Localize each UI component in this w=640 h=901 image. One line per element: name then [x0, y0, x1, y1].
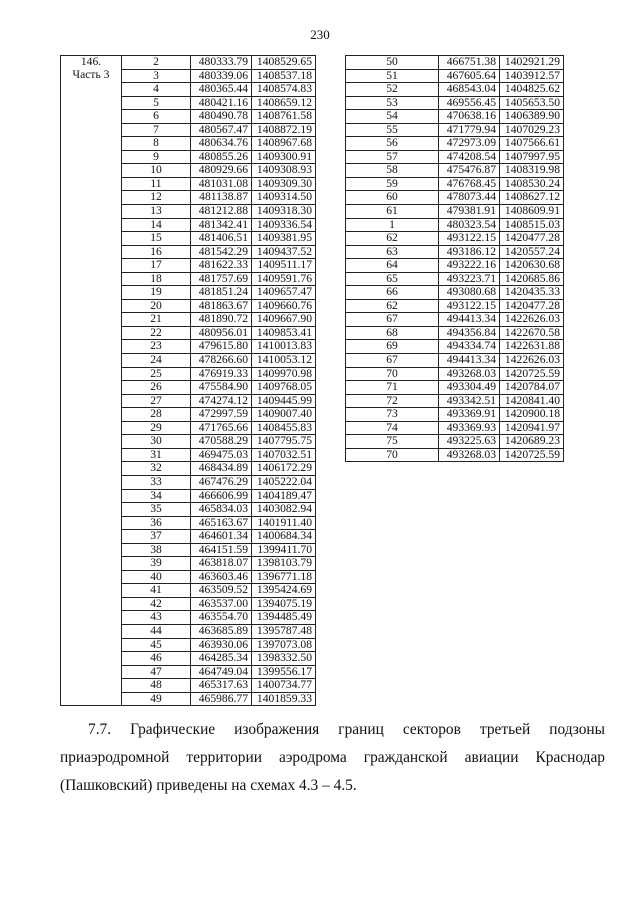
- point-number: 72: [346, 394, 439, 408]
- point-number: 21: [122, 313, 191, 327]
- coordinate-x: 481212.88: [191, 205, 252, 219]
- point-number: 58: [346, 164, 439, 178]
- coordinate-x: 493122.15: [439, 232, 500, 246]
- coordinate-y: 1408529.65: [252, 56, 316, 70]
- table-row: [346, 150, 564, 164]
- coordinate-y: 1409445.99: [252, 394, 316, 408]
- table-row: [61, 56, 316, 70]
- coordinate-y: 1409300.91: [252, 150, 316, 164]
- coordinate-x: 467476.29: [191, 475, 252, 489]
- point-number: 32: [122, 462, 191, 476]
- coordinate-y: 1422626.03: [500, 354, 564, 368]
- coordinate-y: 1409853.41: [252, 326, 316, 340]
- coordinate-x: 465986.77: [191, 692, 252, 706]
- coordinate-y: 1408872.19: [252, 123, 316, 137]
- coordinate-y: 1408319.98: [500, 164, 564, 178]
- table-row: [346, 205, 564, 219]
- point-number: 39: [122, 557, 191, 571]
- coordinate-y: 1409511.17: [252, 259, 316, 273]
- point-number: 19: [122, 286, 191, 300]
- coordinate-x: 481851.24: [191, 286, 252, 300]
- coordinate-x: 481542.29: [191, 245, 252, 259]
- point-number: 23: [122, 340, 191, 354]
- coordinate-x: 464151.59: [191, 543, 252, 557]
- point-number: 66: [346, 286, 439, 300]
- coordinate-x: 474274.12: [191, 394, 252, 408]
- coordinates-table-right: [345, 55, 564, 462]
- coordinate-x: 480855.26: [191, 150, 252, 164]
- coordinate-x: 480567.47: [191, 123, 252, 137]
- coordinate-x: 463537.00: [191, 597, 252, 611]
- coordinate-x: 493342.51: [439, 394, 500, 408]
- coordinate-x: 469556.45: [439, 96, 500, 110]
- table-row: [346, 110, 564, 124]
- coordinate-x: 468434.89: [191, 462, 252, 476]
- group-label-cell: [61, 56, 122, 706]
- coordinate-y: 1422631.88: [500, 340, 564, 354]
- coordinate-x: 471765.66: [191, 421, 252, 435]
- coordinate-x: 463509.52: [191, 584, 252, 598]
- coordinate-x: 493268.03: [439, 448, 500, 462]
- point-number: 42: [122, 597, 191, 611]
- point-number: 8: [122, 137, 191, 151]
- table-row: [346, 259, 564, 273]
- coordinate-y: 1409308.93: [252, 164, 316, 178]
- coordinate-x: 480490.78: [191, 110, 252, 124]
- table-row: [346, 177, 564, 191]
- coordinate-y: 1420841.40: [500, 394, 564, 408]
- coordinate-x: 472997.59: [191, 408, 252, 422]
- coordinate-y: 1395787.48: [252, 624, 316, 638]
- coordinate-x: 465317.63: [191, 679, 252, 693]
- coordinate-y: 1409970.98: [252, 367, 316, 381]
- point-number: 17: [122, 259, 191, 273]
- coordinate-y: 1420557.24: [500, 245, 564, 259]
- coordinate-x: 464601.34: [191, 530, 252, 544]
- coordinate-y: 1395424.69: [252, 584, 316, 598]
- table-row: [346, 272, 564, 286]
- coordinate-y: 1408515.03: [500, 218, 564, 232]
- coordinate-y: 1420941.97: [500, 421, 564, 435]
- coordinate-y: 1409318.30: [252, 205, 316, 219]
- coordinate-y: 1400734.77: [252, 679, 316, 693]
- coordinate-y: 1405653.50: [500, 96, 564, 110]
- coordinate-y: 1410053.12: [252, 354, 316, 368]
- coordinate-x: 476919.33: [191, 367, 252, 381]
- coordinate-y: 1408967.68: [252, 137, 316, 151]
- point-number: 12: [122, 191, 191, 205]
- point-number: 65: [346, 272, 439, 286]
- point-number: 57: [346, 150, 439, 164]
- table-row: [346, 408, 564, 422]
- point-number: 24: [122, 354, 191, 368]
- point-number: 20: [122, 299, 191, 313]
- point-number: 35: [122, 503, 191, 517]
- point-number: 2: [122, 56, 191, 70]
- point-number: 71: [346, 381, 439, 395]
- table-row: [346, 137, 564, 151]
- coordinate-y: 1398332.50: [252, 652, 316, 666]
- point-number: 26: [122, 381, 191, 395]
- table-row: [346, 381, 564, 395]
- paragraph-number: 7.7.: [88, 721, 112, 738]
- coordinate-y: 1404189.47: [252, 489, 316, 503]
- table-row: [346, 340, 564, 354]
- coordinate-y: 1407032.51: [252, 448, 316, 462]
- point-number: 16: [122, 245, 191, 259]
- point-number: 62: [346, 232, 439, 246]
- coordinate-x: 465163.67: [191, 516, 252, 530]
- coordinate-x: 481622.33: [191, 259, 252, 273]
- coordinate-x: 463554.70: [191, 611, 252, 625]
- coordinate-y: 1409309.30: [252, 177, 316, 191]
- coordinate-x: 463818.07: [191, 557, 252, 571]
- coordinate-y: 1420689.23: [500, 435, 564, 449]
- point-number: 53: [346, 96, 439, 110]
- point-number: 10: [122, 164, 191, 178]
- point-number: 46: [122, 652, 191, 666]
- point-number: 30: [122, 435, 191, 449]
- coordinate-x: 466606.99: [191, 489, 252, 503]
- point-number: 69: [346, 340, 439, 354]
- coordinate-y: 1409336.54: [252, 218, 316, 232]
- coordinate-y: 1400684.34: [252, 530, 316, 544]
- point-number: 38: [122, 543, 191, 557]
- coordinate-x: 493186.12: [439, 245, 500, 259]
- coordinate-x: 479615.80: [191, 340, 252, 354]
- coordinate-y: 1409437.52: [252, 245, 316, 259]
- coordinate-y: 1407566.61: [500, 137, 564, 151]
- table-row: [346, 394, 564, 408]
- point-number: 62: [346, 299, 439, 313]
- point-number: 54: [346, 110, 439, 124]
- coordinate-x: 480339.06: [191, 69, 252, 83]
- point-number: 31: [122, 448, 191, 462]
- coordinate-x: 493369.91: [439, 408, 500, 422]
- coordinate-y: 1420630.68: [500, 259, 564, 273]
- coordinate-y: 1405222.04: [252, 475, 316, 489]
- point-number: 70: [346, 448, 439, 462]
- page-number: 230: [310, 27, 330, 42]
- point-number: 11: [122, 177, 191, 191]
- point-number: 14: [122, 218, 191, 232]
- point-number: 75: [346, 435, 439, 449]
- coordinate-y: 1420435.33: [500, 286, 564, 300]
- point-number: 5: [122, 96, 191, 110]
- coordinate-x: 478266.60: [191, 354, 252, 368]
- table-row: [346, 232, 564, 246]
- table-row: [346, 96, 564, 110]
- coordinate-y: 1401859.33: [252, 692, 316, 706]
- table-row: [346, 218, 564, 232]
- point-number: 9: [122, 150, 191, 164]
- table-row: [346, 367, 564, 381]
- coordinate-y: 1420784.07: [500, 381, 564, 395]
- coordinate-x: 479381.91: [439, 205, 500, 219]
- table-row: [346, 421, 564, 435]
- coordinate-x: 493369.93: [439, 421, 500, 435]
- coordinate-x: 494413.34: [439, 313, 500, 327]
- coordinate-x: 480323.54: [439, 218, 500, 232]
- coordinate-y: 1408609.91: [500, 205, 564, 219]
- point-number: 29: [122, 421, 191, 435]
- point-number: 49: [122, 692, 191, 706]
- point-number: 74: [346, 421, 439, 435]
- coordinate-x: 493122.15: [439, 299, 500, 313]
- coordinate-x: 466751.38: [439, 56, 500, 70]
- point-number: 68: [346, 326, 439, 340]
- coordinate-y: 1408537.18: [252, 69, 316, 83]
- point-number: 67: [346, 354, 439, 368]
- coordinate-y: 1399556.17: [252, 665, 316, 679]
- point-number: 51: [346, 69, 439, 83]
- coordinate-y: 1420477.28: [500, 299, 564, 313]
- coordinate-x: 463930.06: [191, 638, 252, 652]
- table-row: [346, 326, 564, 340]
- point-number: 73: [346, 408, 439, 422]
- point-number: 27: [122, 394, 191, 408]
- point-number: 47: [122, 665, 191, 679]
- coordinate-y: 1409314.50: [252, 191, 316, 205]
- coordinate-x: 480421.16: [191, 96, 252, 110]
- point-number: 36: [122, 516, 191, 530]
- coordinate-y: 1409657.47: [252, 286, 316, 300]
- point-number: 1: [346, 218, 439, 232]
- coordinate-y: 1408761.58: [252, 110, 316, 124]
- table-row: [346, 435, 564, 449]
- coordinate-x: 475476.87: [439, 164, 500, 178]
- coordinate-x: 475584.90: [191, 381, 252, 395]
- coordinate-y: 1409667.90: [252, 313, 316, 327]
- coordinate-y: 1422670.58: [500, 326, 564, 340]
- coordinate-x: 470638.16: [439, 110, 500, 124]
- table-row: [346, 245, 564, 259]
- coordinate-y: 1407795.75: [252, 435, 316, 449]
- coordinate-x: 474208.54: [439, 150, 500, 164]
- coordinate-y: 1409660.76: [252, 299, 316, 313]
- point-number: 55: [346, 123, 439, 137]
- point-number: 4: [122, 83, 191, 97]
- coordinate-x: 469475.03: [191, 448, 252, 462]
- point-number: 61: [346, 205, 439, 219]
- point-number: 25: [122, 367, 191, 381]
- point-number: 64: [346, 259, 439, 273]
- point-number: 44: [122, 624, 191, 638]
- table-row: [346, 123, 564, 137]
- table-row: [346, 354, 564, 368]
- coordinate-x: 480365.44: [191, 83, 252, 97]
- coordinate-y: 1409768.05: [252, 381, 316, 395]
- coordinates-table-left: [60, 55, 316, 706]
- coordinate-x: 464285.34: [191, 652, 252, 666]
- coordinate-y: 1420900.18: [500, 408, 564, 422]
- point-number: 60: [346, 191, 439, 205]
- coordinate-x: 478073.44: [439, 191, 500, 205]
- coordinate-y: 1399411.70: [252, 543, 316, 557]
- point-number: 33: [122, 475, 191, 489]
- coordinate-x: 494356.84: [439, 326, 500, 340]
- table-row: [346, 286, 564, 300]
- coordinate-x: 468543.04: [439, 83, 500, 97]
- coordinate-x: 481406.51: [191, 232, 252, 246]
- coordinate-x: 464749.04: [191, 665, 252, 679]
- paragraph-text: Графические изображения границ секторов третьей подзоны приаэродромной территории аэродрома гражданской авиации Краснодар (Пашковский) приведены на схемах 4.3 – 4.5.: [60, 721, 605, 794]
- point-number: 18: [122, 272, 191, 286]
- coordinate-y: 1409381.95: [252, 232, 316, 246]
- point-number: 7: [122, 123, 191, 137]
- coordinate-y: 1420725.59: [500, 367, 564, 381]
- point-number: 43: [122, 611, 191, 625]
- coordinate-y: 1408455.83: [252, 421, 316, 435]
- coordinate-x: 481890.72: [191, 313, 252, 327]
- coordinate-x: 480634.76: [191, 137, 252, 151]
- coordinate-x: 493304.49: [439, 381, 500, 395]
- point-number: 50: [346, 56, 439, 70]
- coordinate-x: 471779.94: [439, 123, 500, 137]
- coordinate-y: 1410013.83: [252, 340, 316, 354]
- point-number: 56: [346, 137, 439, 151]
- coordinate-x: 470588.29: [191, 435, 252, 449]
- point-number: 34: [122, 489, 191, 503]
- coordinate-y: 1394485.49: [252, 611, 316, 625]
- coordinate-x: 481863.67: [191, 299, 252, 313]
- point-number: 15: [122, 232, 191, 246]
- coordinate-x: 480333.79: [191, 56, 252, 70]
- coordinate-y: 1396771.18: [252, 570, 316, 584]
- coordinate-y: 1408659.12: [252, 96, 316, 110]
- coordinate-x: 493268.03: [439, 367, 500, 381]
- point-number: 3: [122, 69, 191, 83]
- table-row: [346, 299, 564, 313]
- point-number: 45: [122, 638, 191, 652]
- coordinate-y: 1407029.23: [500, 123, 564, 137]
- coordinate-y: 1409007.40: [252, 408, 316, 422]
- coordinate-y: 1406172.29: [252, 462, 316, 476]
- table-row: [346, 83, 564, 97]
- coordinate-y: 1407997.95: [500, 150, 564, 164]
- point-number: 37: [122, 530, 191, 544]
- coordinate-x: 476768.45: [439, 177, 500, 191]
- table-row: [346, 313, 564, 327]
- coordinate-x: 493080.68: [439, 286, 500, 300]
- coordinate-x: 494413.34: [439, 354, 500, 368]
- coordinate-y: 1420725.59: [500, 448, 564, 462]
- point-number: 70: [346, 367, 439, 381]
- coordinate-y: 1402921.29: [500, 56, 564, 70]
- table-row: [346, 164, 564, 178]
- table-row: [346, 56, 564, 70]
- point-number: 67: [346, 313, 439, 327]
- coordinate-x: 481031.08: [191, 177, 252, 191]
- coordinate-y: 1406389.90: [500, 110, 564, 124]
- coordinate-y: 1398103.79: [252, 557, 316, 571]
- coordinate-y: 1403082.94: [252, 503, 316, 517]
- group-number: 146.: [80, 55, 102, 68]
- table-row: [346, 448, 564, 462]
- section-paragraph: [60, 716, 605, 800]
- coordinate-x: 481342.41: [191, 218, 252, 232]
- coordinate-x: 494334.74: [439, 340, 500, 354]
- coordinate-y: 1408530.24: [500, 177, 564, 191]
- coordinate-y: 1397073.08: [252, 638, 316, 652]
- coordinate-x: 493222.16: [439, 259, 500, 273]
- point-number: 48: [122, 679, 191, 693]
- coordinate-y: 1403912.57: [500, 69, 564, 83]
- table-row: [346, 191, 564, 205]
- point-number: 63: [346, 245, 439, 259]
- group-part: Часть 3: [72, 67, 110, 81]
- point-number: 41: [122, 584, 191, 598]
- coordinate-x: 480929.66: [191, 164, 252, 178]
- coordinate-x: 480956.01: [191, 326, 252, 340]
- coordinate-y: 1408627.12: [500, 191, 564, 205]
- coordinate-y: 1422626.03: [500, 313, 564, 327]
- coordinate-x: 481757.69: [191, 272, 252, 286]
- coordinate-y: 1408574.83: [252, 83, 316, 97]
- point-number: 59: [346, 177, 439, 191]
- point-number: 52: [346, 83, 439, 97]
- coordinate-y: 1394075.19: [252, 597, 316, 611]
- table-row: [346, 69, 564, 83]
- coordinate-y: 1404825.62: [500, 83, 564, 97]
- coordinate-x: 465834.03: [191, 503, 252, 517]
- coordinate-x: 472973.09: [439, 137, 500, 151]
- coordinate-y: 1401911.40: [252, 516, 316, 530]
- point-number: 6: [122, 110, 191, 124]
- point-number: 40: [122, 570, 191, 584]
- coordinate-x: 463685.89: [191, 624, 252, 638]
- coordinate-y: 1420685.86: [500, 272, 564, 286]
- coordinate-x: 463603.46: [191, 570, 252, 584]
- point-number: 22: [122, 326, 191, 340]
- coordinate-x: 481138.87: [191, 191, 252, 205]
- coordinate-y: 1409591.76: [252, 272, 316, 286]
- point-number: 28: [122, 408, 191, 422]
- coordinate-x: 467605.64: [439, 69, 500, 83]
- coordinate-x: 493223.71: [439, 272, 500, 286]
- coordinate-y: 1420477.28: [500, 232, 564, 246]
- coordinate-x: 493225.63: [439, 435, 500, 449]
- point-number: 13: [122, 205, 191, 219]
